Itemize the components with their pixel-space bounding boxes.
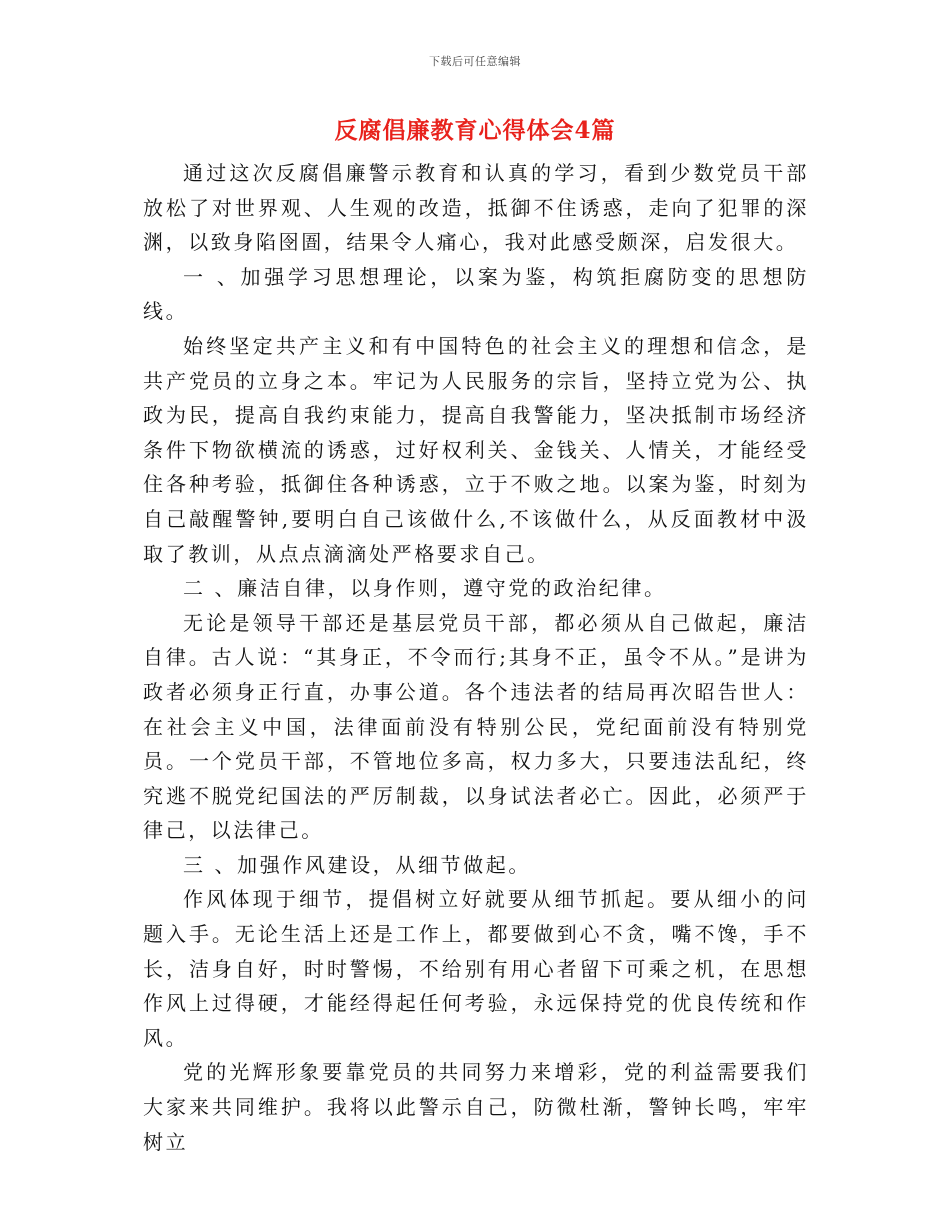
document-title: 反腐倡廉教育心得体会4篇 — [334, 117, 616, 144]
section-heading-2: 二 、廉洁自律，以身作则，遵守党的政治纪律。 — [183, 576, 667, 601]
body-paragraph: 党的光辉形象要靠党员的共同努力来增彩，党的利益需要我们大家来共同维护。我将以此警示自己，防微杜渐，警钟长鸣，牢牢树立 — [143, 1060, 809, 1154]
intro-paragraph: 通过这次反腐倡廉警示教育和认真的学习，看到少数党员干部放松了对世界观、人生观的改造，抵御不住诱惑，走向了犯罪的深渊，以致身陷囹圄，结果令人痛心，我对此感受颇深，启发很大。 — [143, 161, 809, 255]
header-note: 下载后可任意编辑 — [429, 55, 521, 68]
document-body — [143, 156, 809, 1159]
body-paragraph: 作风体现于细节，提倡树立好就要从细节抓起。要从细小的问题入手。无论生活上还是工作上，都要做到心不贪，嘴不馋，手不长，洁身自好，时时警惕，不给别有用心者留下可乘之机，在思想作风上过得硬，才能经得起任何考验，永远保持党的优良传统和作风。 — [143, 887, 809, 1050]
body-paragraph: 无论是领导干部还是基层党员干部，都必须从自己做起，廉洁自律。古人说：“其身正，不令而行;其身不正，虽令不从。”是讲为政者必须身正行直，办事公道。各个违法者的结局再次昭告世人：在社会主义中国，法律面前没有特别公民，党纪面前没有特别党员。一个党员干部，不管地位多高，权力多大，只要违法乱纪，终究逃不脱党纪国法的严厉制裁，以身试法者必亡。因此，必须严于律己，以法律己。 — [143, 610, 809, 843]
section-heading-1: 一 、加强学习思想理论，以案为鉴，构筑拒腐防变的思想防线。 — [143, 264, 809, 324]
section-heading-3: 三 、加强作风建设，从细节做起。 — [183, 852, 531, 877]
body-paragraph: 始终坚定共产主义和有中国特色的社会主义的理想和信念，是共产党员的立身之本。牢记为人民服务的宗旨，坚持立党为公、执政为民，提高自我约束能力，提高自我警能力，坚决抵制市场经济条件下物欲横流的诱惑，过好权利关、金钱关、人情关，才能经受住各种考验，抵御住各种诱惑，立于不败之地。以案为鉴，时刻为自己敲醒警钟,要明白自己该做什么,不该做什么，从反面教材中汲取了教训，从点点滴滴处严格要求自己。 — [143, 333, 809, 566]
